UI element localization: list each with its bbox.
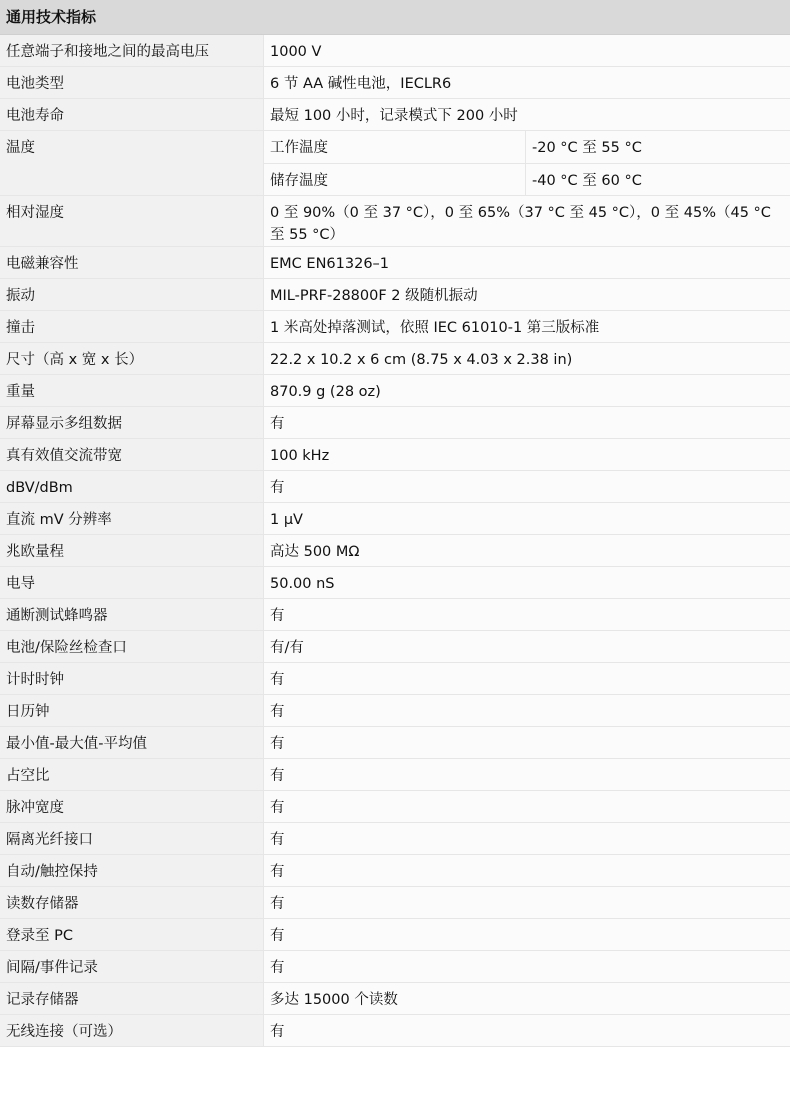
row-value: 有 [263, 471, 790, 502]
row-label: 尺寸（高 x 宽 x 长） [0, 343, 263, 374]
row-value: MIL-PRF-28800F 2 级随机振动 [263, 279, 790, 310]
row-label: 电池/保险丝检查口 [0, 631, 263, 662]
table-row [0, 887, 790, 919]
table-row [0, 951, 790, 983]
table-row [0, 503, 790, 535]
row-value: 有 [263, 727, 790, 758]
table-row [0, 535, 790, 567]
row-label: 脉冲宽度 [0, 791, 263, 822]
row-label: dBV/dBm [0, 471, 263, 502]
storage-temperature-row [264, 163, 790, 195]
row-label: 电池寿命 [0, 99, 263, 130]
table-row [0, 983, 790, 1015]
table-row [0, 759, 790, 791]
row-label: 重量 [0, 375, 263, 406]
storage-temperature-value: -40 °C 至 60 °C [525, 164, 790, 195]
table-row [0, 343, 790, 375]
row-value: 有 [263, 887, 790, 918]
table-row [0, 247, 790, 279]
table-row [0, 599, 790, 631]
table-row [0, 439, 790, 471]
operating-temperature-value: -20 °C 至 55 °C [525, 131, 790, 163]
row-value: 有 [263, 695, 790, 726]
row-label: 电磁兼容性 [0, 247, 263, 278]
table-row [0, 855, 790, 887]
row-value: 870.9 g (28 oz) [263, 375, 790, 406]
row-label: 振动 [0, 279, 263, 310]
row-label: 电导 [0, 567, 263, 598]
table-row [0, 375, 790, 407]
table-row [0, 695, 790, 727]
row-label: 登录至 PC [0, 919, 263, 950]
table-row [0, 663, 790, 695]
row-label: 兆欧量程 [0, 535, 263, 566]
row-value: 6 节 AA 碱性电池，IECLR6 [263, 67, 790, 98]
row-label: 记录存储器 [0, 983, 263, 1014]
row-value: 有 [263, 759, 790, 790]
row-label: 日历钟 [0, 695, 263, 726]
row-value: 有 [263, 951, 790, 982]
row-label: 无线连接（可选） [0, 1015, 263, 1046]
humidity-label: 相对湿度 [0, 196, 263, 246]
row-value: 有 [263, 855, 790, 886]
row-value: 有 [263, 791, 790, 822]
row-label: 占空比 [0, 759, 263, 790]
table-row [0, 311, 790, 343]
row-value: 有 [263, 663, 790, 694]
table-row [0, 99, 790, 131]
row-value: 有/有 [263, 631, 790, 662]
row-value: 有 [263, 1015, 790, 1046]
row-value: 高达 500 MΩ [263, 535, 790, 566]
table-row [0, 1015, 790, 1047]
row-value: 有 [263, 407, 790, 438]
row-label: 直流 mV 分辨率 [0, 503, 263, 534]
row-value: 50.00 nS [263, 567, 790, 598]
table-row [0, 407, 790, 439]
row-value: 22.2 x 10.2 x 6 cm (8.75 x 4.03 x 2.38 in) [263, 343, 790, 374]
row-label: 通断测试蜂鸣器 [0, 599, 263, 630]
table-row [0, 279, 790, 311]
row-label: 任意端子和接地之间的最高电压 [0, 35, 263, 66]
operating-temperature-label: 工作温度 [264, 131, 525, 163]
temperature-label: 温度 [0, 131, 263, 195]
temperature-row [0, 131, 790, 196]
table-row [0, 67, 790, 99]
row-label: 计时时钟 [0, 663, 263, 694]
row-label: 最小值-最大值-平均值 [0, 727, 263, 758]
row-label: 间隔/事件记录 [0, 951, 263, 982]
humidity-value: 0 至 90%（0 至 37 °C），0 至 65%（37 °C 至 45 °C），0 至 45%（45 °C 至 55 °C） [263, 196, 790, 246]
table-row [0, 791, 790, 823]
table-row [0, 823, 790, 855]
table-row [0, 567, 790, 599]
row-label: 隔离光纤接口 [0, 823, 263, 854]
operating-temperature-row [264, 131, 790, 163]
table-header [0, 0, 790, 35]
row-value: 1 米高处掉落测试，依照 IEC 61010-1 第三版标准 [263, 311, 790, 342]
storage-temperature-label: 储存温度 [264, 164, 525, 195]
row-value: 有 [263, 823, 790, 854]
row-value: EMC EN61326–1 [263, 247, 790, 278]
table-row [0, 727, 790, 759]
row-label: 自动/触控保持 [0, 855, 263, 886]
row-label: 读数存储器 [0, 887, 263, 918]
humidity-row [0, 196, 790, 247]
row-label: 电池类型 [0, 67, 263, 98]
table-row [0, 471, 790, 503]
row-label: 撞击 [0, 311, 263, 342]
row-value: 有 [263, 919, 790, 950]
table-row [0, 35, 790, 67]
temperature-subtable [263, 131, 790, 195]
table-row [0, 631, 790, 663]
row-value: 最短 100 小时，记录模式下 200 小时 [263, 99, 790, 130]
row-value: 1000 V [263, 35, 790, 66]
table-row [0, 919, 790, 951]
table-title: 通用技术指标 [0, 0, 790, 34]
row-value: 多达 15000 个读数 [263, 983, 790, 1014]
row-value: 100 kHz [263, 439, 790, 470]
row-value: 1 µV [263, 503, 790, 534]
row-label: 屏幕显示多组数据 [0, 407, 263, 438]
row-label: 真有效值交流带宽 [0, 439, 263, 470]
row-value: 有 [263, 599, 790, 630]
